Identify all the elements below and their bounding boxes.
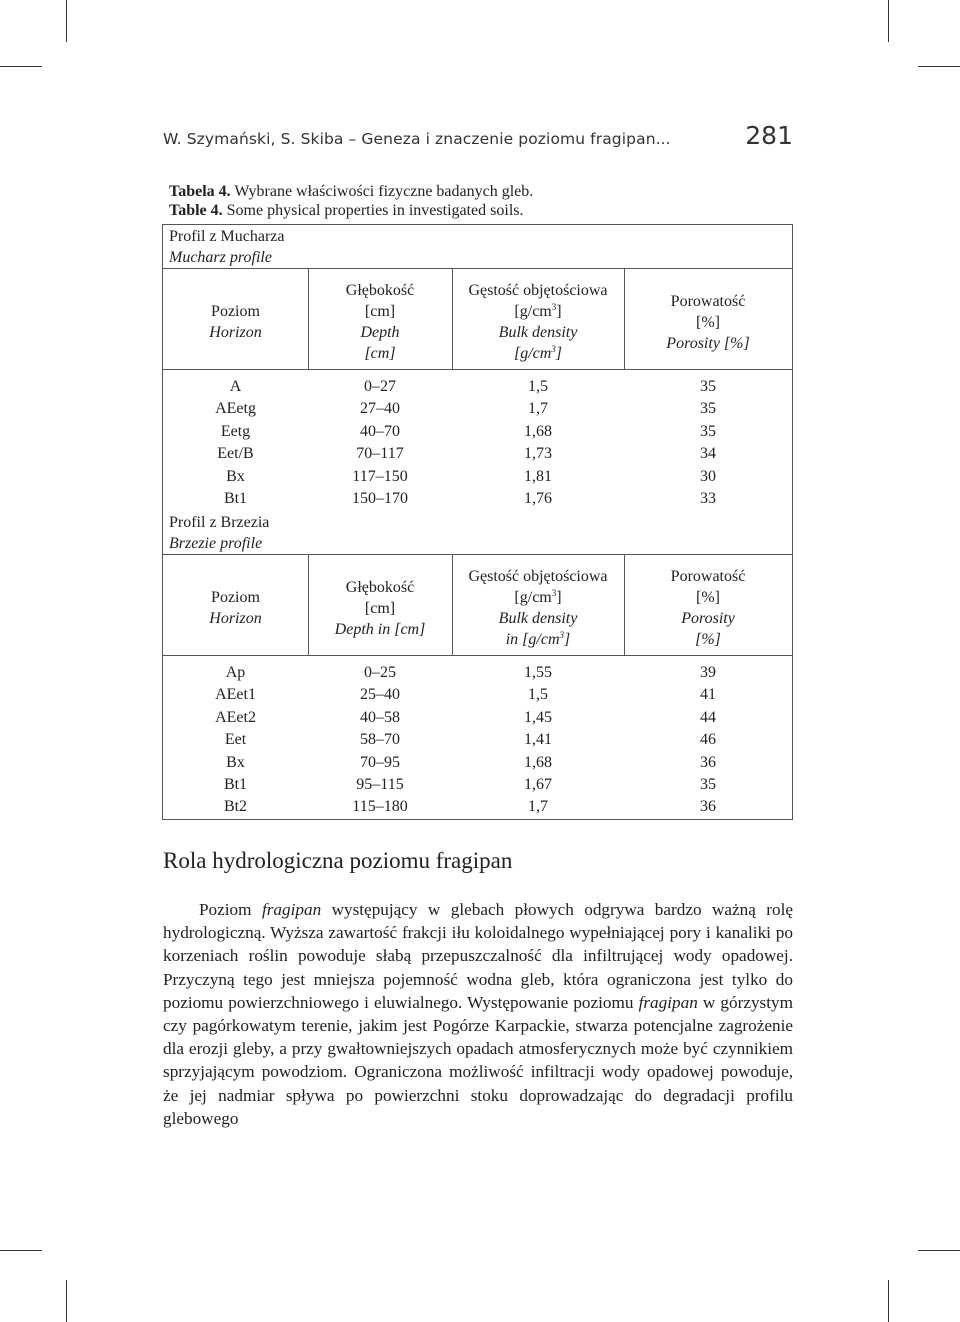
table-row bbox=[163, 752, 792, 774]
header-text: Poziom bbox=[211, 303, 260, 320]
crop-mark bbox=[918, 66, 960, 67]
cell-horizon: Ap bbox=[225, 664, 246, 681]
cell-horizon: Bt2 bbox=[223, 798, 248, 816]
p2-header-density bbox=[452, 566, 624, 650]
text-run: występujący w glebach płowych odgrywa bardzo ważną rolę hydrologiczną. Wyższa zawartość frakcji iłu koloidalnego wypełniającej pory i kanaliki po korzeniach roślin powoduje słabą przepuszczalność dla infiltrującej wody opadowej. Przyczyną tego jest mniejsza pojemność wodna gleb, która ograniczona jest tylko do poziomu powierzchniowego i eluwialnego. Występowanie poziomu bbox=[163, 900, 793, 1012]
profile2-title-pl: Profil z Brzezia bbox=[169, 514, 270, 531]
profile2-title-en: Brzezie profile bbox=[169, 535, 263, 552]
header-text: Bulk density bbox=[498, 610, 578, 627]
p2-header-horizon bbox=[163, 587, 308, 629]
body-paragraph bbox=[163, 898, 793, 1130]
cell-porosity: 35 bbox=[700, 400, 716, 418]
cell-density: 1,73 bbox=[524, 445, 552, 463]
cell-depth: 117–150 bbox=[352, 467, 408, 485]
table-row bbox=[163, 488, 792, 510]
cell-density: 1,45 bbox=[524, 708, 552, 726]
header-text: [cm] bbox=[364, 600, 396, 617]
header-text bbox=[452, 301, 624, 322]
cell-porosity: 34 bbox=[700, 445, 716, 463]
table-row bbox=[163, 466, 792, 488]
table-row bbox=[163, 774, 792, 796]
cell-depth: 40–70 bbox=[360, 422, 400, 440]
crop-mark bbox=[66, 0, 67, 42]
profile1-title-pl: Profil z Mucharza bbox=[169, 228, 285, 245]
divider bbox=[163, 554, 792, 555]
cell-horizon: Bt1 bbox=[223, 776, 248, 793]
properties-table bbox=[162, 224, 793, 820]
cell-density: 1,55 bbox=[524, 664, 552, 681]
cell-porosity: 39 bbox=[700, 664, 716, 681]
table-row bbox=[163, 662, 792, 684]
cell-depth: 95–115 bbox=[356, 776, 404, 793]
section-title: Rola hydrologiczna poziomu fragipan bbox=[163, 848, 513, 873]
cell-horizon: AEet1 bbox=[215, 686, 256, 704]
cell-porosity: 33 bbox=[700, 490, 716, 507]
divider bbox=[163, 268, 792, 269]
caption-pl bbox=[169, 182, 533, 201]
running-head-text: W. Szymański, S. Skiba – Geneza i znaczenie poziomu fragipan... bbox=[163, 130, 671, 148]
page-number: 281 bbox=[745, 121, 793, 150]
cell-density: 1,81 bbox=[524, 467, 552, 485]
p2-header-porosity bbox=[624, 566, 792, 650]
header-text: Głębokość bbox=[345, 579, 415, 596]
caption-en bbox=[169, 201, 533, 220]
table-row bbox=[163, 796, 792, 818]
header-text: Porowatość bbox=[670, 568, 746, 585]
caption-en-text: Some physical properties in investigated soils. bbox=[222, 202, 524, 219]
running-head bbox=[163, 121, 793, 160]
cell-horizon: Bx bbox=[226, 467, 245, 485]
p1-header-density bbox=[452, 280, 624, 364]
cell-porosity: 35 bbox=[700, 776, 716, 793]
unit: ] bbox=[564, 631, 571, 648]
table-row bbox=[163, 443, 792, 465]
header-text: Gęstość objętościowa bbox=[468, 568, 608, 585]
paragraph bbox=[163, 898, 793, 1130]
divider bbox=[163, 655, 792, 656]
cell-horizon: AEet2 bbox=[215, 708, 256, 726]
unit-sup: 3 bbox=[551, 344, 556, 354]
header-text: Bulk density bbox=[498, 324, 578, 341]
unit: ] bbox=[556, 589, 562, 606]
header-text: Depth bbox=[360, 324, 400, 341]
cell-depth: 115–180 bbox=[352, 798, 408, 816]
header-text: Horizon bbox=[209, 610, 262, 627]
crop-mark bbox=[66, 1280, 67, 1322]
p1-header-porosity bbox=[624, 291, 792, 354]
cell-horizon: A bbox=[229, 378, 242, 395]
cell-porosity: 30 bbox=[700, 467, 716, 485]
table-row bbox=[163, 421, 792, 443]
crop-mark bbox=[0, 66, 42, 67]
header-text: [%] bbox=[696, 314, 720, 331]
header-text: Horizon bbox=[209, 324, 262, 341]
cell-porosity: 36 bbox=[700, 798, 716, 816]
table-row bbox=[163, 684, 792, 706]
cell-density: 1,7 bbox=[528, 798, 548, 816]
crop-mark bbox=[888, 0, 889, 42]
caption-pl-label: Tabela 4. bbox=[169, 183, 231, 200]
header-text: Gęstość objętościowa bbox=[468, 282, 608, 299]
cell-porosity: 35 bbox=[700, 422, 716, 440]
caption-en-label: Table 4. bbox=[169, 202, 223, 219]
table-row bbox=[163, 398, 792, 420]
header-text: [cm] bbox=[364, 303, 396, 320]
cell-density: 1,7 bbox=[528, 400, 548, 418]
unit: ] bbox=[555, 345, 563, 362]
cell-depth: 150–170 bbox=[352, 490, 408, 507]
divider bbox=[163, 369, 792, 370]
header-text: [%] bbox=[695, 631, 721, 648]
header-text: Porosity [%] bbox=[666, 335, 750, 352]
crop-mark bbox=[0, 1250, 42, 1251]
text-run-italic: fragipan bbox=[638, 992, 698, 1012]
cell-depth: 70–95 bbox=[360, 753, 400, 771]
cell-density: 1,68 bbox=[524, 422, 552, 440]
cell-depth: 0–25 bbox=[364, 664, 396, 681]
table-caption bbox=[169, 182, 533, 220]
cell-horizon: Eet/B bbox=[217, 445, 254, 463]
cell-density: 1,5 bbox=[528, 378, 548, 395]
table-row bbox=[163, 707, 792, 729]
cell-porosity: 46 bbox=[700, 731, 716, 749]
p1-header-depth bbox=[308, 280, 452, 364]
header-text: Głębokość bbox=[345, 282, 415, 299]
header-text bbox=[452, 629, 624, 650]
header-text: [cm] bbox=[364, 345, 396, 362]
header-text: [%] bbox=[696, 589, 720, 606]
cell-density: 1,5 bbox=[528, 686, 548, 704]
cell-density: 1,41 bbox=[524, 731, 552, 749]
header-text: Porowatość bbox=[670, 293, 746, 310]
unit: ] bbox=[556, 303, 562, 320]
cell-density: 1,76 bbox=[524, 490, 552, 507]
header-text: Poziom bbox=[211, 589, 260, 606]
cell-horizon: Bt1 bbox=[223, 490, 248, 507]
unit-sup: 3 bbox=[551, 588, 557, 598]
unit: [g/cm bbox=[514, 589, 552, 606]
cell-horizon: AEetg bbox=[215, 400, 256, 418]
unit: in [g/cm bbox=[505, 631, 560, 648]
text-run: Poziom bbox=[199, 900, 262, 919]
unit: [g/cm bbox=[514, 303, 552, 320]
caption-pl-text: Wybrane właściwości fizyczne badanych gleb. bbox=[230, 183, 534, 200]
p2-header-depth bbox=[308, 577, 452, 640]
cell-horizon: Eetg bbox=[220, 422, 251, 440]
table-row bbox=[163, 729, 792, 751]
text-run-italic: fragipan bbox=[261, 900, 322, 919]
cell-depth: 40–58 bbox=[360, 708, 400, 726]
unit-sup: 3 bbox=[559, 630, 565, 640]
crop-mark bbox=[888, 1280, 889, 1322]
unit: [g/cm bbox=[513, 345, 552, 362]
cell-porosity: 36 bbox=[700, 753, 716, 771]
header-text bbox=[452, 587, 624, 608]
cell-porosity: 44 bbox=[700, 708, 716, 726]
cell-porosity: 41 bbox=[700, 686, 716, 704]
profile1-title-en: Mucharz profile bbox=[169, 249, 272, 266]
header-text: Depth in [cm] bbox=[334, 621, 426, 638]
p1-header-horizon bbox=[163, 301, 308, 343]
cell-density: 1,67 bbox=[524, 776, 552, 793]
cell-depth: 27–40 bbox=[360, 400, 400, 418]
header-text: Porosity bbox=[681, 610, 735, 627]
header-text bbox=[452, 343, 624, 364]
unit-sup: 3 bbox=[551, 302, 557, 312]
cell-depth: 70–117 bbox=[356, 445, 404, 463]
cell-depth: 58–70 bbox=[360, 731, 400, 749]
crop-mark bbox=[918, 1250, 960, 1251]
cell-density: 1,68 bbox=[524, 753, 552, 771]
cell-porosity: 35 bbox=[700, 378, 716, 395]
text-run: w górzystym czy pagórkowatym terenie, jakim jest Pogórze Karpackie, stwarza potencjalne zagrożenie dla erozji gleby, a przy gwałtowniejszych opadach atmosferycznych może być czynnikiem sprzyjającym powodziom. Ograniczona możliwość infiltracji wody opadowej powoduje, że jej nadmiar spływa po powierzchni stoku doprowadzając do degradacji profilu glebowego bbox=[163, 992, 793, 1128]
table-row bbox=[163, 376, 792, 398]
cell-depth: 25–40 bbox=[360, 686, 400, 704]
cell-horizon: Bx bbox=[226, 753, 245, 771]
cell-horizon: Eet bbox=[224, 731, 247, 749]
cell-depth: 0–27 bbox=[364, 378, 396, 395]
